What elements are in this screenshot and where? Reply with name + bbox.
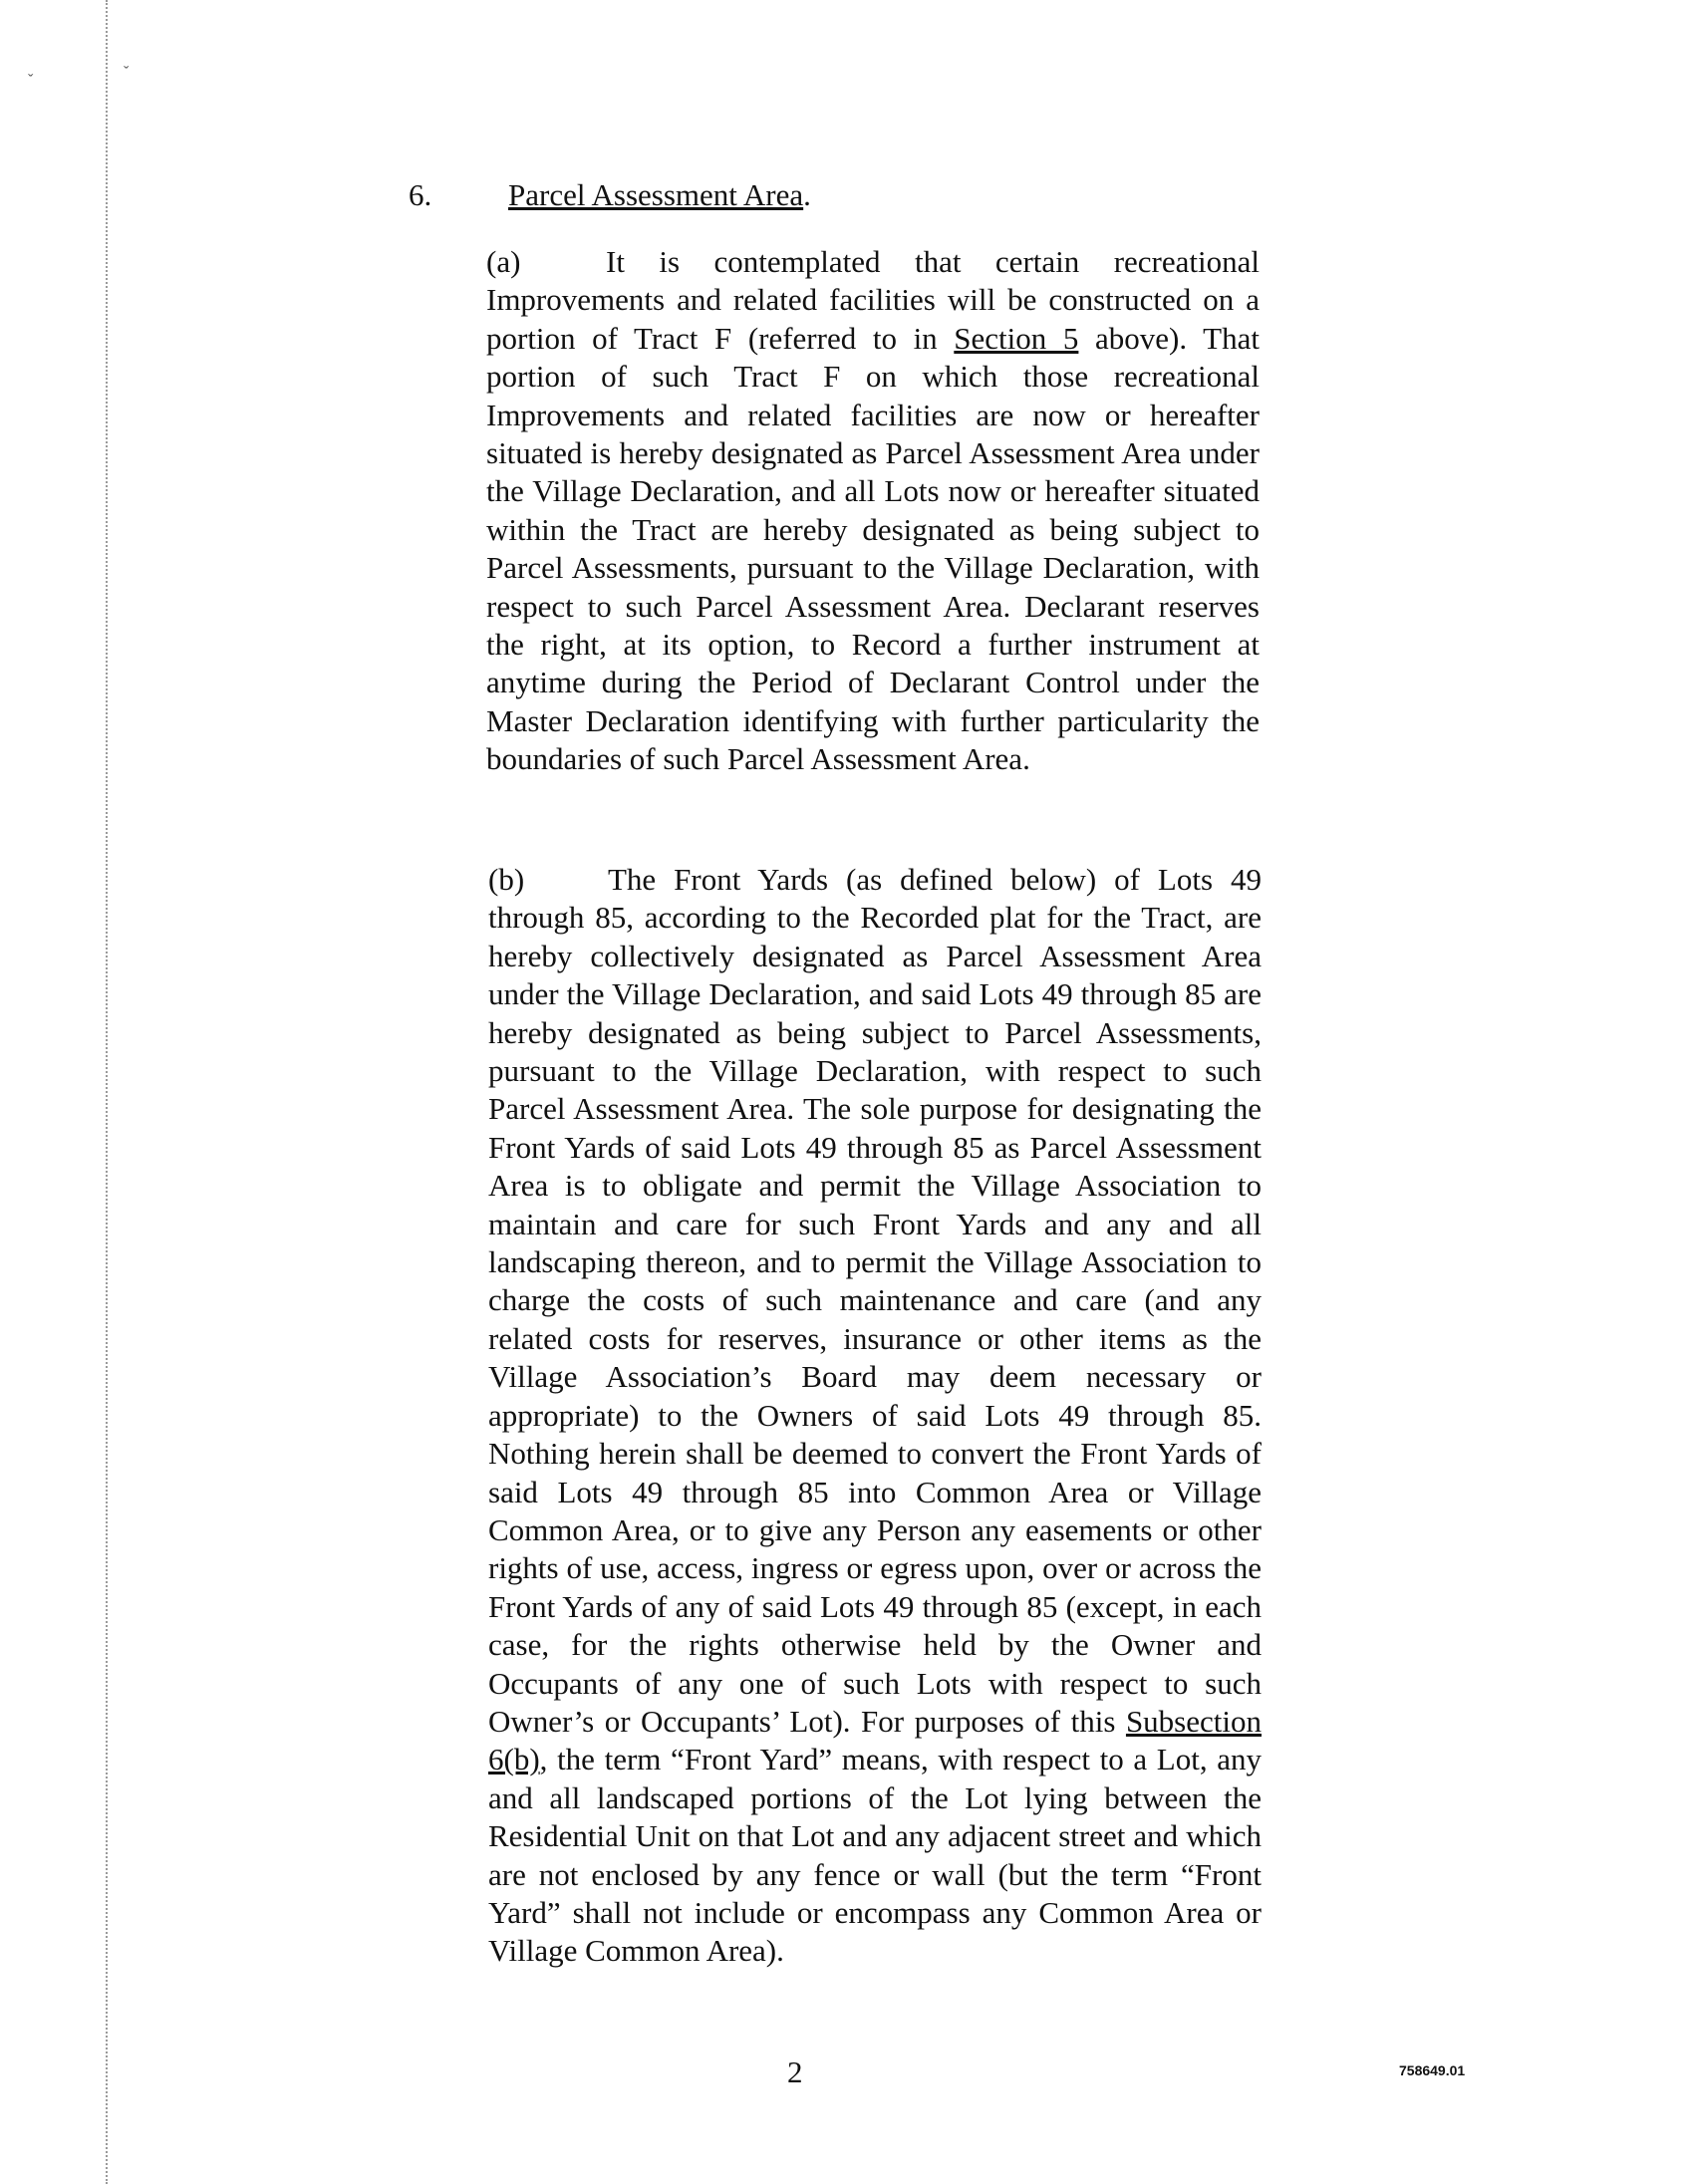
paragraph-label: (b) (488, 862, 525, 897)
section-heading: 6. Parcel Assessment Area. (409, 177, 811, 212)
scan-mark: ˇ (124, 64, 130, 81)
paragraph-b (488, 861, 1262, 1971)
paragraph-text: above). That portion of such Tract F on which those recreational Improvements and related facilities are now or hereafter situated is hereby designated as Parcel Assessment Area under the Village Declaration, and all Lots now or hereafter situated within the Tract are hereby designated as being subject to Parcel Assessments, pursuant to the Village Declaration, with respect to such Parcel Assessment Area. Declarant reserves the right, at its option, to Record a further instrument at anytime during the Period of Declarant Control under the Master Declaration identifying with further particularity the boundaries of such Parcel Assessment Area. (486, 320, 1260, 777)
paragraph-a (486, 243, 1260, 779)
document-number: 758649.01 (1399, 2062, 1466, 2078)
scan-mark: ˇ (28, 72, 34, 89)
subsection-reference-link[interactable]: Subsection 6(b) (488, 1703, 1262, 1777)
section-reference-link[interactable]: Section 5 (954, 320, 1079, 356)
paragraph-text: The Front Yards (as defined below) of Lots 49 through 85, according to the Recorded plat for the Tract, are hereby collectively designated as Parcel Assessment Area under the Village Declaration, and said Lots 49 through 85 are hereby designated as being subject to Parcel Assessments, pursuant to the Village Declaration, with respect to such Parcel Assessment Area. The sole purpose for designating the Front Yards of said Lots 49 through 85 as Parcel Assessment Area is to obligate and permit the Village Association to maintain and care for such Front Yards and any and all landscaping thereon, and to permit the Village Association to charge the costs of such maintenance and care (and any related costs for reserves, insurance or other items as the Village Association’s Board may deem necessary or appropriate) to the Owners of said Lots 49 through 85. Nothing herein shall be deemed to convert the Front Yards of said Lots 49 through 85 into Common Area or Village Common Area, or to give any Person any easements or other rights of use, access, ingress or egress upon, over or across the Front Yards of any of said Lots 49 through 85 (except, in each case, for the rights otherwise held by the Owner and Occupants of any one of such Lots with respect to such Owner’s or Occupants’ Lot). For purposes of this (488, 862, 1262, 1739)
paragraph-text: , the term “Front Yard” means, with respect to a Lot, any and all landscaped portions of the Lot lying between the Residential Unit on that Lot and any adjacent street and which are not enclosed by any fence or wall (but the term “Front Yard” shall not include or encompass any Common Area or Village Common Area). (488, 1742, 1262, 1969)
binding-edge-line (106, 0, 109, 2184)
paragraph-text: It is contemplated that certain recreational Improvements and related facilities will be constructed on a portion of Tract F (referred to in (486, 244, 1260, 356)
section-title: Parcel Assessment Area (508, 177, 804, 212)
section-number: 6. (409, 177, 432, 212)
paragraph-label: (a) (486, 244, 521, 279)
page-number: 2 (787, 2054, 803, 2089)
